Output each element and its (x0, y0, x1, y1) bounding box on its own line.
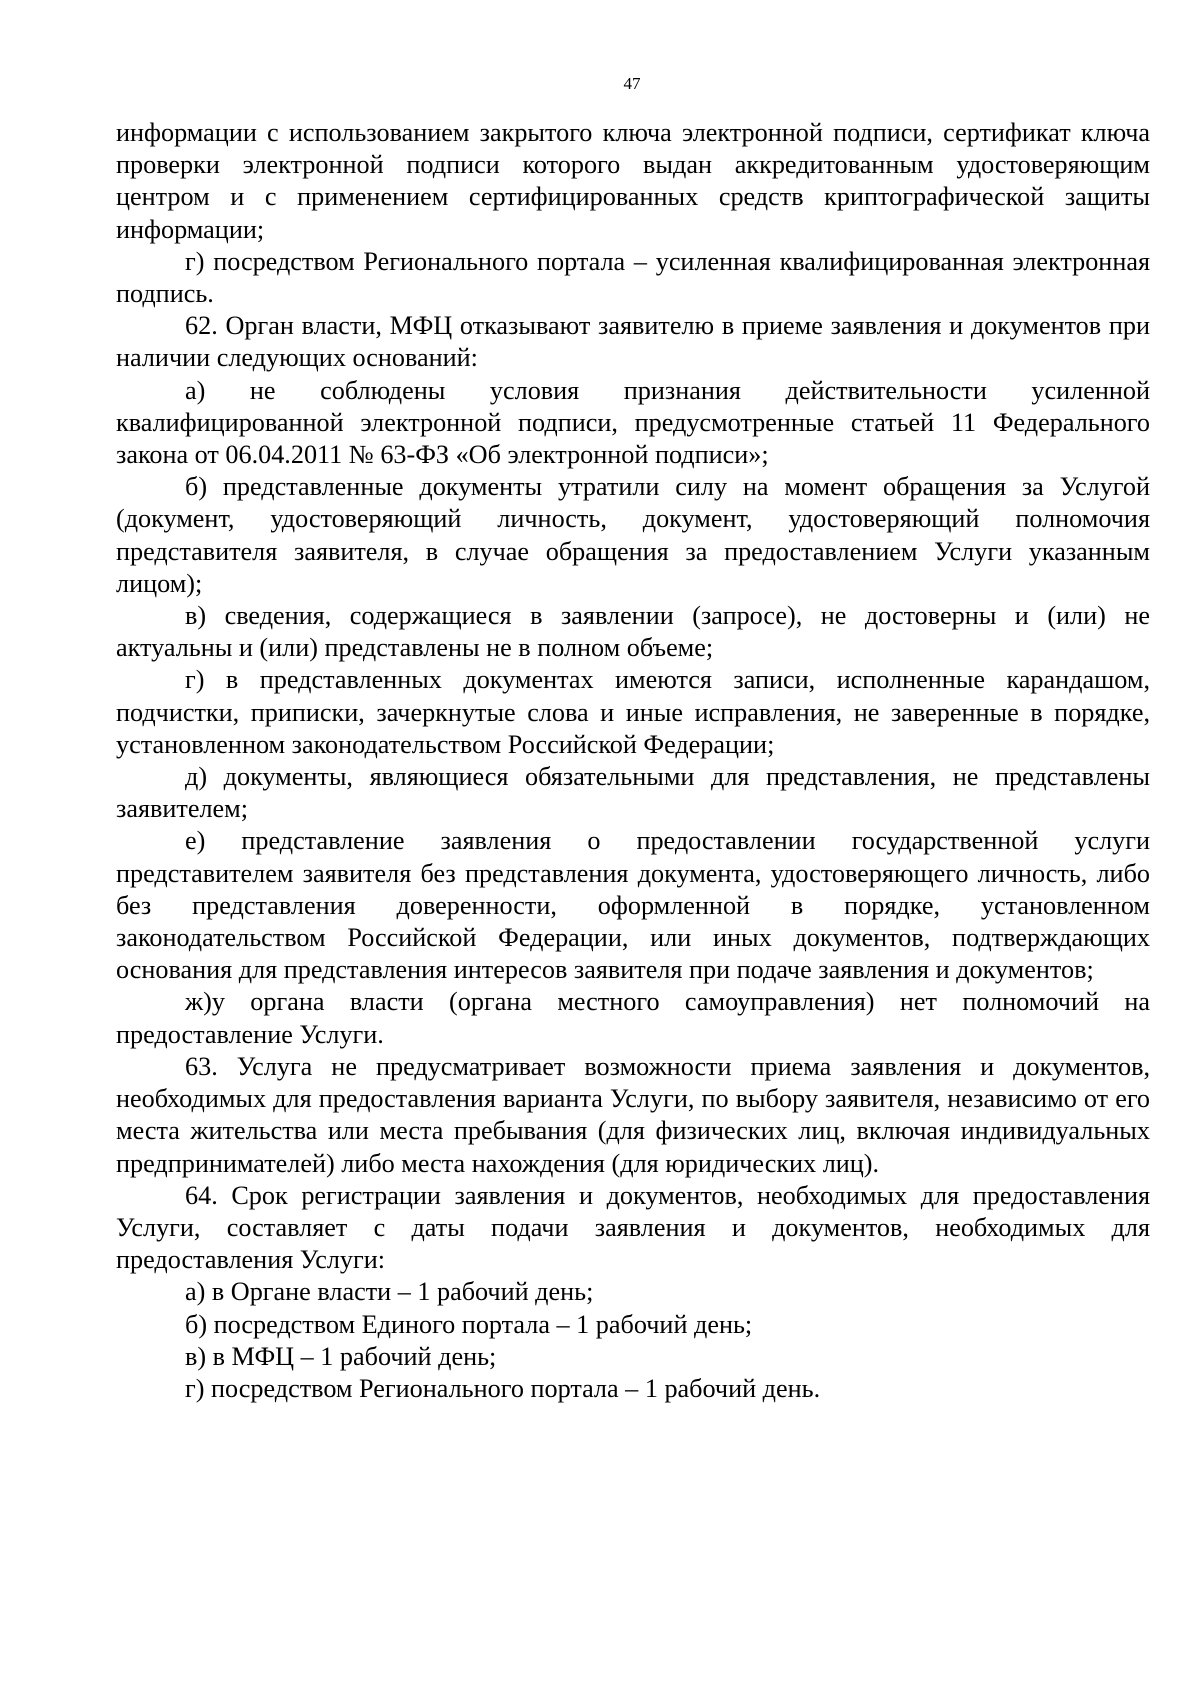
document-body (116, 117, 1150, 1405)
paragraph-62-d: д) документы, являющиеся обязательными для представления, не представлены заявителем; (116, 762, 1150, 824)
paragraph-62-v: в) сведения, содержащиеся в заявлении (запросе), не достоверны и (или) не актуальны и (или) представлены не в полном объеме; (116, 601, 1150, 663)
paragraph-64: 64. Срок регистрации заявления и документов, необходимых для предоставления Услуги, составляет с даты подачи заявления и документов, необходимых для предоставления Услуги: (116, 1180, 1150, 1275)
paragraph-62-refusal-grounds: 62. Орган власти, МФЦ отказывают заявителю в приеме заявления и документов при наличии следующих оснований: (116, 311, 1150, 373)
paragraph-62-b: б) представленные документы утратили силу на момент обращения за Услугой (документ, удостоверяющий личность, документ, удостоверяющий полномочия представителя заявителя, в случае обращения за предоставлением Услуги указанным лицом); (116, 472, 1150, 598)
paragraph-62-zh: ж)у органа власти (органа местного самоуправления) нет полномочий на предоставление Услуги. (116, 987, 1150, 1049)
paragraph-64-v: в) в МФЦ – 1 рабочий день; (185, 1341, 497, 1371)
paragraph-64-b: б) посредством Единого портала – 1 рабочий день; (185, 1309, 753, 1339)
paragraph-62-e: е) представление заявления о предоставлении государственной услуги представителем заявителя без представления документа, удостоверяющего личность, либо без представления доверенности, оформленной в порядке, установленном законодательством Российской Федерации, или иных документов, подтверждающих основания для представления интересов заявителя при подаче заявления и документов; (116, 826, 1150, 985)
paragraph-64-a: а) в Органе власти – 1 рабочий день; (185, 1277, 594, 1307)
paragraph-62-a: а) не соблюдены условия признания действительности усиленной квалифицированной электронной подписи, предусмотренные статьей 11 Федерального закона от 06.04.2011 № 63-ФЗ «Об электронной подписи»; (116, 375, 1150, 470)
paragraph-63: 63. Услуга не предусматривает возможности приема заявления и документов, необходимых для предоставления варианта Услуги, по выбору заявителя, независимо от его места жительства или места пребывания (для физических лиц, включая индивидуальных предпринимателей) либо места нахождения (для юридических лиц). (116, 1051, 1150, 1178)
paragraph-62-g: г) в представленных документах имеются записи, исполненные карандашом, подчистки, приписки, зачеркнутые слова и иные исправления, не заверенные в порядке, установленном законодательством Российской Федерации; (116, 665, 1150, 759)
paragraph-regional-portal-signature: г) посредством Регионального портала – усиленная квалифицированная электронная подпись. (116, 246, 1150, 309)
paragraph-64-g: г) посредством Регионального портала – 1 рабочий день. (185, 1373, 821, 1403)
page-number: 47 (623, 74, 641, 93)
paragraph-signature-continuation: информации с использованием закрытого ключа электронной подписи, сертификат ключа проверки электронной подписи которого выдан аккредитованным удостоверяющим центром и с применением сертифицированных средств криптографической защиты информации; (116, 118, 1150, 244)
